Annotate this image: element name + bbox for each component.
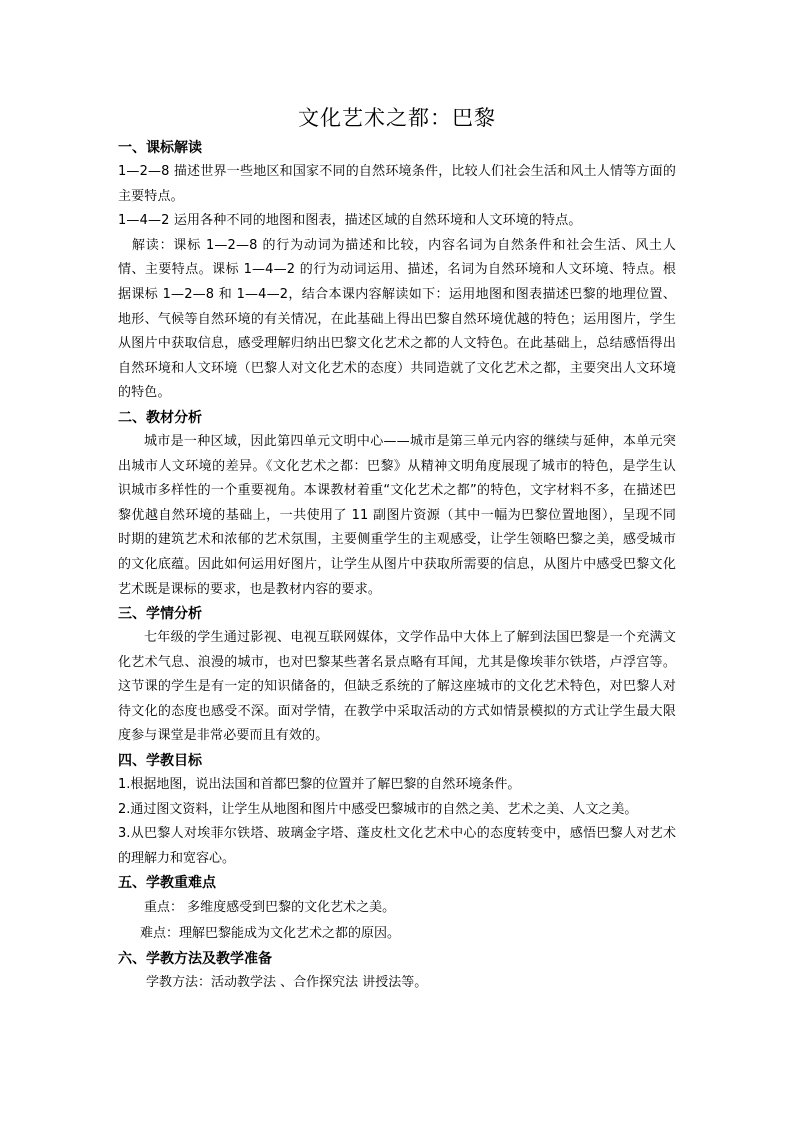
- section-heading-objectives: 四、学教目标: [118, 753, 202, 770]
- objective-item-3: 3.从巴黎人对埃菲尔铁塔、玻璃金字塔、蓬皮杜文化艺术中心的态度转变中，感悟巴黎人对艺术的理解力和宽容心。: [118, 826, 676, 866]
- section-heading-student-analysis: 三、学情分析: [118, 606, 202, 623]
- section-heading-standards: 一、课标解读: [118, 140, 202, 156]
- key-point-line: 重点： 多维度感受到巴黎的文化艺术之美。: [144, 900, 396, 916]
- section-heading-methods: 六、学教方法及教学准备: [118, 951, 272, 968]
- student-analysis-paragraph: 七年级的学生通过影视、电视互联网媒体，文学作品中大体上了解到法国巴黎是一个充满文化艺术气息、浪漫的城市，也对巴黎某些著名景点略有耳闻，尤其是像埃菲尔铁塔，卢浮宫等。这节课的学生是有一定的知识储备的，但缺乏系统的了解这座城市的文化艺术特色，对巴黎人对待文化的态度也感受不深。面对学情，在教学中采取活动的方式如情景模拟的方式让学生最大限度参与课堂是非常必要而且有效的。: [118, 630, 676, 744]
- document-title: 文化艺术之都：巴黎: [298, 106, 496, 130]
- document-page: [118, 100, 676, 995]
- objective-item-2: 2.通过图文资料，让学生从地图和图片中感受巴黎城市的自然之美、艺术之美、人文之美。: [118, 801, 638, 817]
- textbook-analysis-paragraph: 城市是一种区域，因此第四单元文明中心——城市是第三单元内容的继续与延伸，本单元突出城市人文环境的差异。《文化艺术之都：巴黎》从精神文明角度展现了城市的特色，是学生认识城市多样性的一个重要视角。本课教材着重“文化艺术之都”的特色，文字材料不多，在描述巴黎优越自然环境的基础上，一共使用了 11 副图片资源（其中一幅为巴黎位置地图），呈现不同时期的建筑艺术和浓郁的艺术氛围，主要侧重学生的主观感受，让学生领略巴黎之美，感受城市的文化底蕴。因此如何运用好图片，让学生从图片中获取所需要的信息，从图片中感受巴黎文化艺术既是课标的要求，也是教材内容的要求。: [118, 433, 676, 597]
- section-heading-textbook-analysis: 二、教材分析: [118, 409, 202, 426]
- objective-item-1: 1.根据地图，说出法国和首都巴黎的位置并了解巴黎的自然环境条件。: [118, 777, 521, 793]
- section-heading-key-difficult-points: 五、学教重难点: [118, 875, 216, 892]
- standard-1-2-8-paragraph: 1—2—8 描述世界一些地区和国家不同的自然环境条件，比较人们社会生活和风土人情等方面的主要特点。: [118, 164, 676, 204]
- teaching-methods-line: 学教方法：活动教学法 、合作探究法 讲授法等。: [146, 975, 428, 991]
- difficult-point-line: 难点：理解巴黎能成为文化艺术之都的原因。: [140, 926, 401, 942]
- standard-1-4-2-paragraph: 1—4—2 运用各种不同的地图和图表，描述区域的自然环境和人文环境的特点。: [118, 213, 582, 229]
- standards-interpretation-paragraph: 解读：课标 1—2—8 的行为动词为描述和比较，内容名词为自然条件和社会生活、风土人情、主要特点。课标 1—4—2 的行为动词运用、描述，名词为自然环境和人文环境、特点。根据课标 1—2—8 和 1—4—2，结合本课内容解读如下：运用地图和图表描述巴黎的地理位置、地形、气候等自然环境的有关情况，在此基础上得出巴黎自然环境优越的特色；运用图片，学生从图片中获取信息，感受理解归纳出巴黎文化艺术之都的人文特色。在此基础上，总结感悟得出自然环境和人文环境（巴黎人对文化艺术的态度）共同造就了文化艺术之都，主要突出人文环境的特色。: [118, 237, 676, 401]
